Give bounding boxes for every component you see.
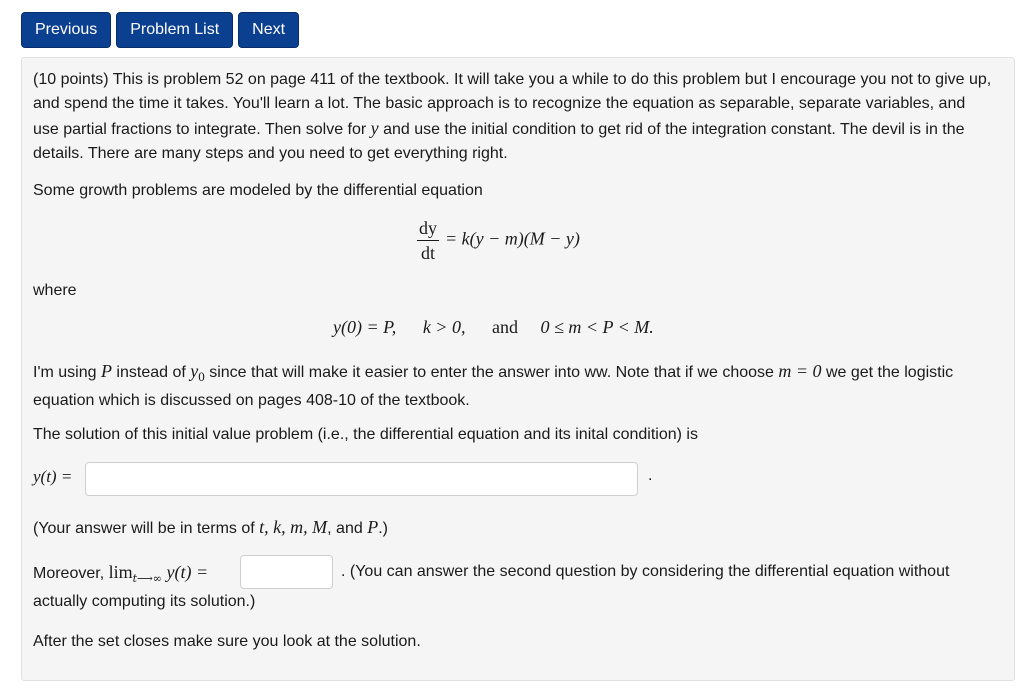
limit-hint: . (You can answer the second question by considering the differential equation without	[341, 563, 950, 580]
initial-condition: y(0) = P,	[333, 317, 397, 337]
limit-answer-input[interactable]	[240, 555, 333, 589]
terms-P: P	[367, 517, 379, 537]
differential-equation	[417, 218, 580, 263]
note-text: I'm using P instead of $y_0$ since that will make it easier to enter the answer into ww. Note that if we choose m = 0 we get the logistic equation which is discussed on pages 408-10 of the textbook.	[33, 361, 954, 409]
solution-answer-input[interactable]	[85, 462, 638, 496]
terms-text: (Your answer will be in terms of t, k, m, M, and P.)	[33, 517, 388, 537]
var-P: P	[100, 361, 112, 381]
problem-intro: (10 points) This is problem 52 on page 411 of the textbook. It will take you a while to do this problem but I encourage you not to give up, and spend the time it takes. You'll learn a lot. The basic approach is to recognize the equation as separable, separate variables, and use partial fractions to integrate. Then solve for y and use the initial condition to get rid of the integration constant. The devil is in the details. There are many steps and you need to get everything right.	[33, 71, 992, 162]
next-button[interactable]: Next	[238, 12, 299, 48]
growth-text: Some growth problems are modeled by the differential equation	[33, 182, 483, 199]
terms-variables: t, k, m, M	[259, 517, 328, 537]
closing-text: After the set closes make sure you look at the solution.	[33, 633, 421, 650]
dy-dt-fraction: $\frac{dy}{dt}$	[419, 218, 437, 263]
where-text: where	[33, 282, 77, 299]
limit-expression: Moreover, $\lim_{t⟶\infty} y(t)$ =	[33, 562, 209, 585]
and-text: and	[491, 317, 518, 337]
k-condition: k > 0,	[422, 317, 466, 337]
m-condition: 0 ≤ m < P < M.	[540, 317, 654, 337]
lim-text: lim	[108, 562, 133, 582]
m-equals-zero: m = 0	[778, 361, 822, 381]
previous-button[interactable]: Previous	[21, 12, 111, 48]
limit-hint-line2: actually computing its solution.)	[33, 593, 256, 610]
problem-navigation	[21, 12, 299, 48]
equation-rhs: = k(y − m)(M − y)	[445, 228, 580, 249]
var-y0: $y_0$	[190, 361, 205, 384]
answer1-period: .	[648, 467, 653, 484]
answer1-label: y(t) =	[33, 467, 73, 486]
problem-list-button[interactable]: Problem List	[116, 12, 233, 48]
var-y: y	[370, 118, 379, 138]
lim-subscript: t⟶∞	[132, 572, 162, 585]
conditions	[333, 317, 654, 338]
problem-panel	[21, 57, 1015, 681]
lim-expr: y(t) =	[161, 562, 209, 582]
solution-text: The solution of this initial value problem (i.e., the differential equation and its inital condition) is	[33, 426, 698, 443]
